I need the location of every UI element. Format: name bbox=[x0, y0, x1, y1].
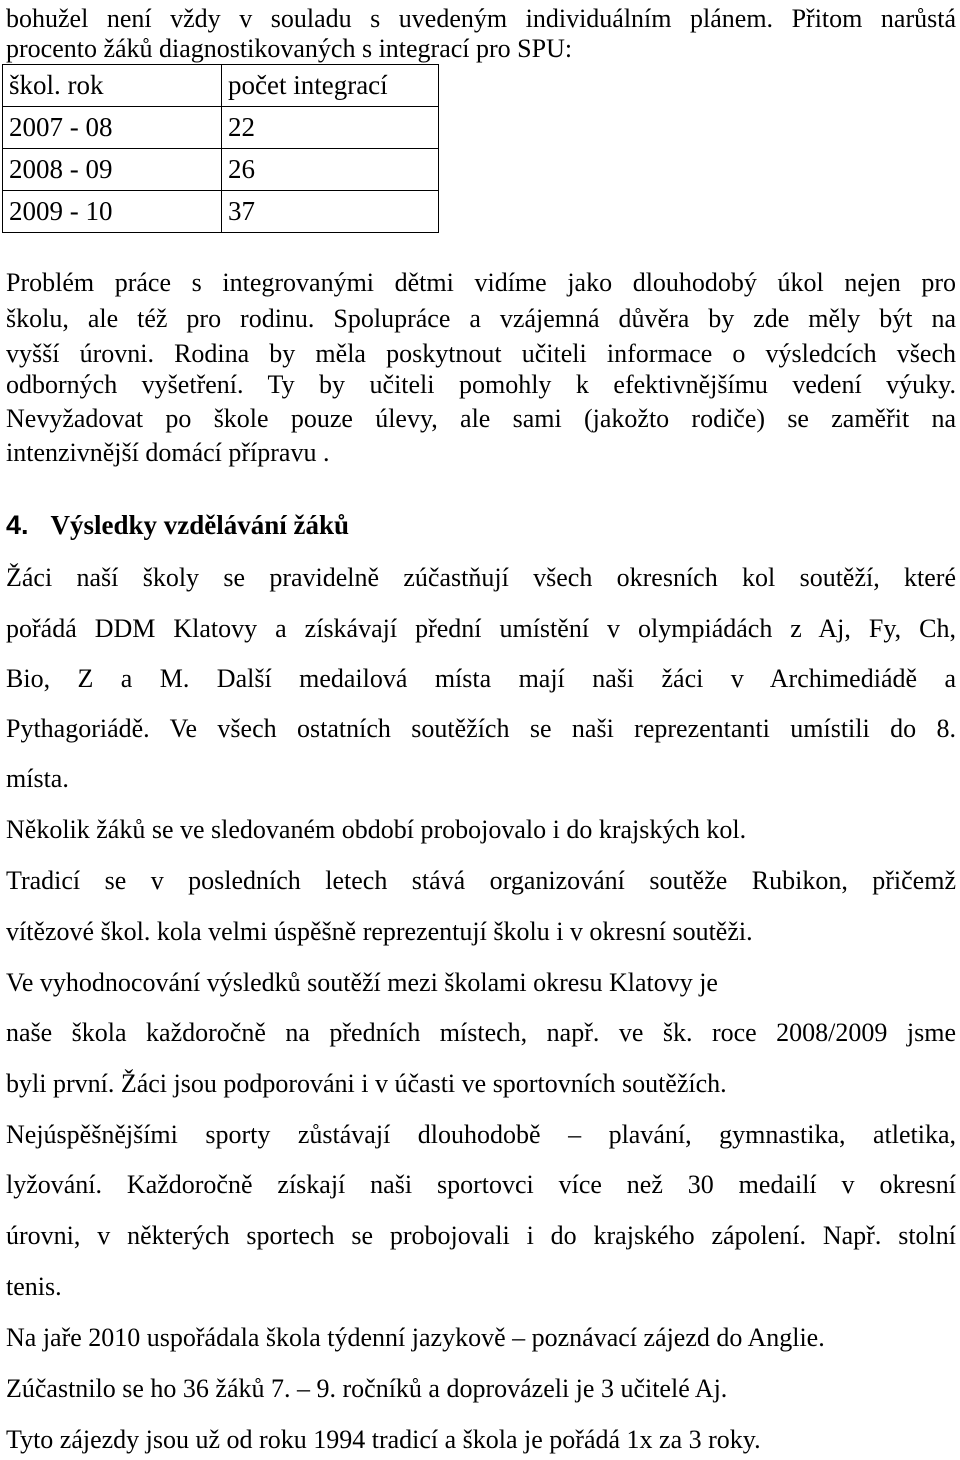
table-row bbox=[3, 107, 439, 149]
table-cell: 37 bbox=[222, 191, 439, 233]
section-line: Zúčastnilo se ho 36 žáků 7. – 9. ročníků a doprovázeli je 3 učitelé Aj. bbox=[6, 1374, 728, 1403]
table-header-row bbox=[3, 65, 439, 107]
section-number: 4. bbox=[6, 510, 29, 540]
table-cell: 2007 - 08 bbox=[3, 107, 222, 149]
table-header-cell: počet integrací bbox=[222, 65, 439, 107]
intro-line: bohužel není vždy v souladu s uvedeným individuálním plánem. Přitom narůstá bbox=[6, 4, 956, 33]
section-line: naše škola každoročně na předních místech, např. ve šk. roce 2008/2009 jsme bbox=[6, 1018, 956, 1047]
section-line: Bio, Z a M. Další medailová místa mají naši žáci v Archimediádě a bbox=[6, 664, 956, 693]
table-cell: 26 bbox=[222, 149, 439, 191]
paragraph-line: školu, ale též pro rodinu. Spolupráce a vzájemná důvěra by zde měly být na bbox=[6, 304, 956, 333]
table-row bbox=[3, 149, 439, 191]
section-heading bbox=[6, 509, 349, 541]
section-title: Výsledky vzdělávání žáků bbox=[50, 510, 350, 540]
paragraph-line: intenzivnější domácí přípravu . bbox=[6, 438, 330, 467]
section-line: Tradicí se v posledních letech stává organizování soutěže Rubikon, přičemž bbox=[6, 866, 956, 895]
table-header-cell: škol. rok bbox=[3, 65, 222, 107]
section-line: úrovni, v některých sportech se probojovali i do krajského zápolení. Např. stolní bbox=[6, 1221, 956, 1250]
section-line: lyžování. Každoročně získají naši sportovci více než 30 medailí v okresní bbox=[6, 1170, 956, 1199]
table-cell: 2008 - 09 bbox=[3, 149, 222, 191]
section-line: tenis. bbox=[6, 1272, 62, 1301]
integration-table bbox=[2, 64, 439, 233]
paragraph-line: vyšší úrovni. Rodina by měla poskytnout učiteli informace o výsledcích všech bbox=[6, 339, 956, 368]
table-cell: 22 bbox=[222, 107, 439, 149]
section-line: Několik žáků se ve sledovaném období probojovalo i do krajských kol. bbox=[6, 815, 747, 844]
section-line: Nejúspěšnějšími sporty zůstávají dlouhodobě – plavání, gymnastika, atletika, bbox=[6, 1120, 956, 1149]
paragraph-line: odborných vyšetření. Ty by učiteli pomohly k efektivnějšímu vedení výuky. bbox=[6, 370, 956, 399]
section-line: Pythagoriádě. Ve všech ostatních soutěžích se naši reprezentanti umístili do 8. bbox=[6, 714, 956, 743]
table-row bbox=[3, 191, 439, 233]
section-line: byli první. Žáci jsou podporováni i v účasti ve sportovních soutěžích. bbox=[6, 1069, 727, 1098]
section-line: pořádá DDM Klatovy a získávají přední umístění v olympiádách z Aj, Fy, Ch, bbox=[6, 614, 956, 643]
section-line: vítězové škol. kola velmi úspěšně reprezentují školu i v okresní soutěži. bbox=[6, 917, 753, 946]
intro-line: procento žáků diagnostikovaných s integrací pro SPU: bbox=[6, 34, 573, 63]
section-line: Tyto zájezdy jsou už od roku 1994 tradicí a škola je pořádá 1x za 3 roky. bbox=[6, 1425, 761, 1454]
section-line: Ve vyhodnocování výsledků soutěží mezi školami okresu Klatovy je bbox=[6, 968, 718, 997]
section-line: Žáci naší školy se pravidelně zúčastňují všech okresních kol soutěží, které bbox=[6, 563, 956, 592]
table-cell: 2009 - 10 bbox=[3, 191, 222, 233]
section-line: místa. bbox=[6, 764, 69, 793]
section-line: Na jaře 2010 uspořádala škola týdenní jazykově – poznávací zájezd do Anglie. bbox=[6, 1323, 825, 1352]
paragraph-line: Nevyžadovat po škole pouze úlevy, ale sami (jakožto rodiče) se zaměřit na bbox=[6, 404, 956, 433]
paragraph-line: Problém práce s integrovanými dětmi vidíme jako dlouhodobý úkol nejen pro bbox=[6, 268, 956, 297]
